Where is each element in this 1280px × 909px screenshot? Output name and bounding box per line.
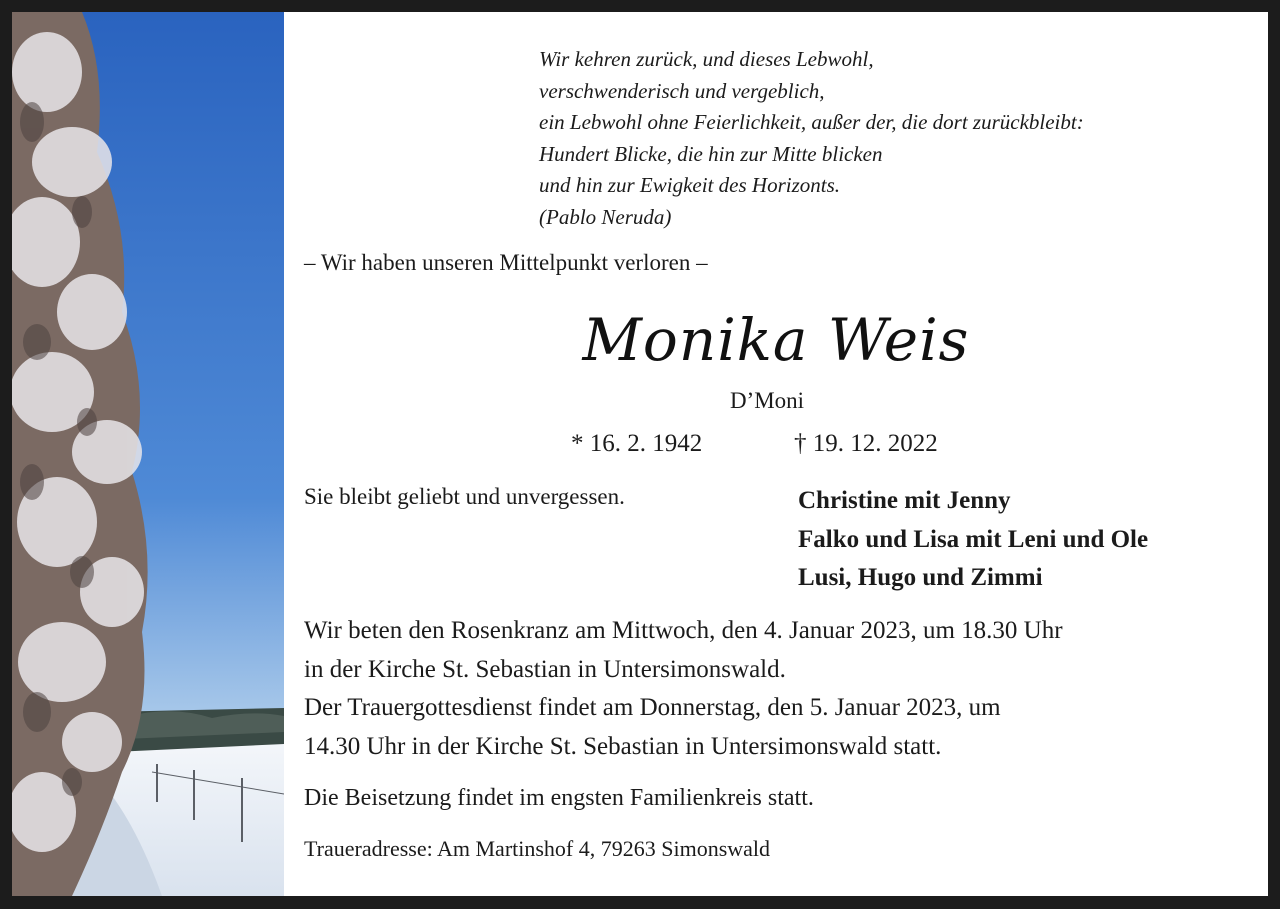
service-details xyxy=(304,612,1063,766)
service-line: Der Trauergottesdienst findet am Donnerstag, den 5. Januar 2023, um xyxy=(304,694,1001,721)
poem-line: ein Lebwohl ohne Feierlichkeit, außer der, die dort zurückbleibt: xyxy=(539,110,1084,134)
obituary-text xyxy=(284,12,1268,896)
poem-author: (Pablo Neruda) xyxy=(539,204,672,229)
death-date: † 19. 12. 2022 xyxy=(794,430,938,457)
winter-landscape-photo xyxy=(12,12,284,896)
burial-note: Die Beisetzung findet im engsten Familienkreis statt. xyxy=(304,785,814,811)
service-line: 14.30 Uhr in der Kirche St. Sebastian in Untersimonswald statt. xyxy=(304,732,942,760)
deceased-name: Monika Weis xyxy=(582,306,970,374)
birth-date: * 16. 2. 1942 xyxy=(571,430,703,457)
neruda-poem xyxy=(539,44,1084,233)
deceased-nickname: D’Moni xyxy=(729,388,805,413)
family-line: Lusi, Hugo und Zimmi xyxy=(798,564,1043,591)
tagline: – Wir haben unseren Mittelpunkt verloren – xyxy=(304,250,708,275)
poem-line: Wir kehren zurück, und dieses Lebwohl, xyxy=(539,47,874,71)
obituary-card xyxy=(12,12,1268,896)
mourning-address: Traueradresse: Am Martinshof 4, 79263 Simonswald xyxy=(304,836,771,861)
service-line: Wir beten den Rosenkranz am Mittwoch, den 4. Januar 2023, um 18.30 Uhr xyxy=(304,617,1063,644)
remembrance-line: Sie bleibt geliebt und unvergessen. xyxy=(304,484,625,509)
family-list xyxy=(798,482,1148,598)
poem-line: verschwenderisch und vergeblich, xyxy=(539,78,825,103)
family-line: Christine mit Jenny xyxy=(798,487,1011,514)
poem-line: Hundert Blicke, die hin zur Mitte blicken xyxy=(539,141,883,166)
poem-line: und hin zur Ewigkeit des Horizonts. xyxy=(539,173,841,197)
family-line: Falko und Lisa mit Leni und Ole xyxy=(798,525,1149,553)
service-line: in der Kirche St. Sebastian in Untersimonswald. xyxy=(304,655,786,683)
